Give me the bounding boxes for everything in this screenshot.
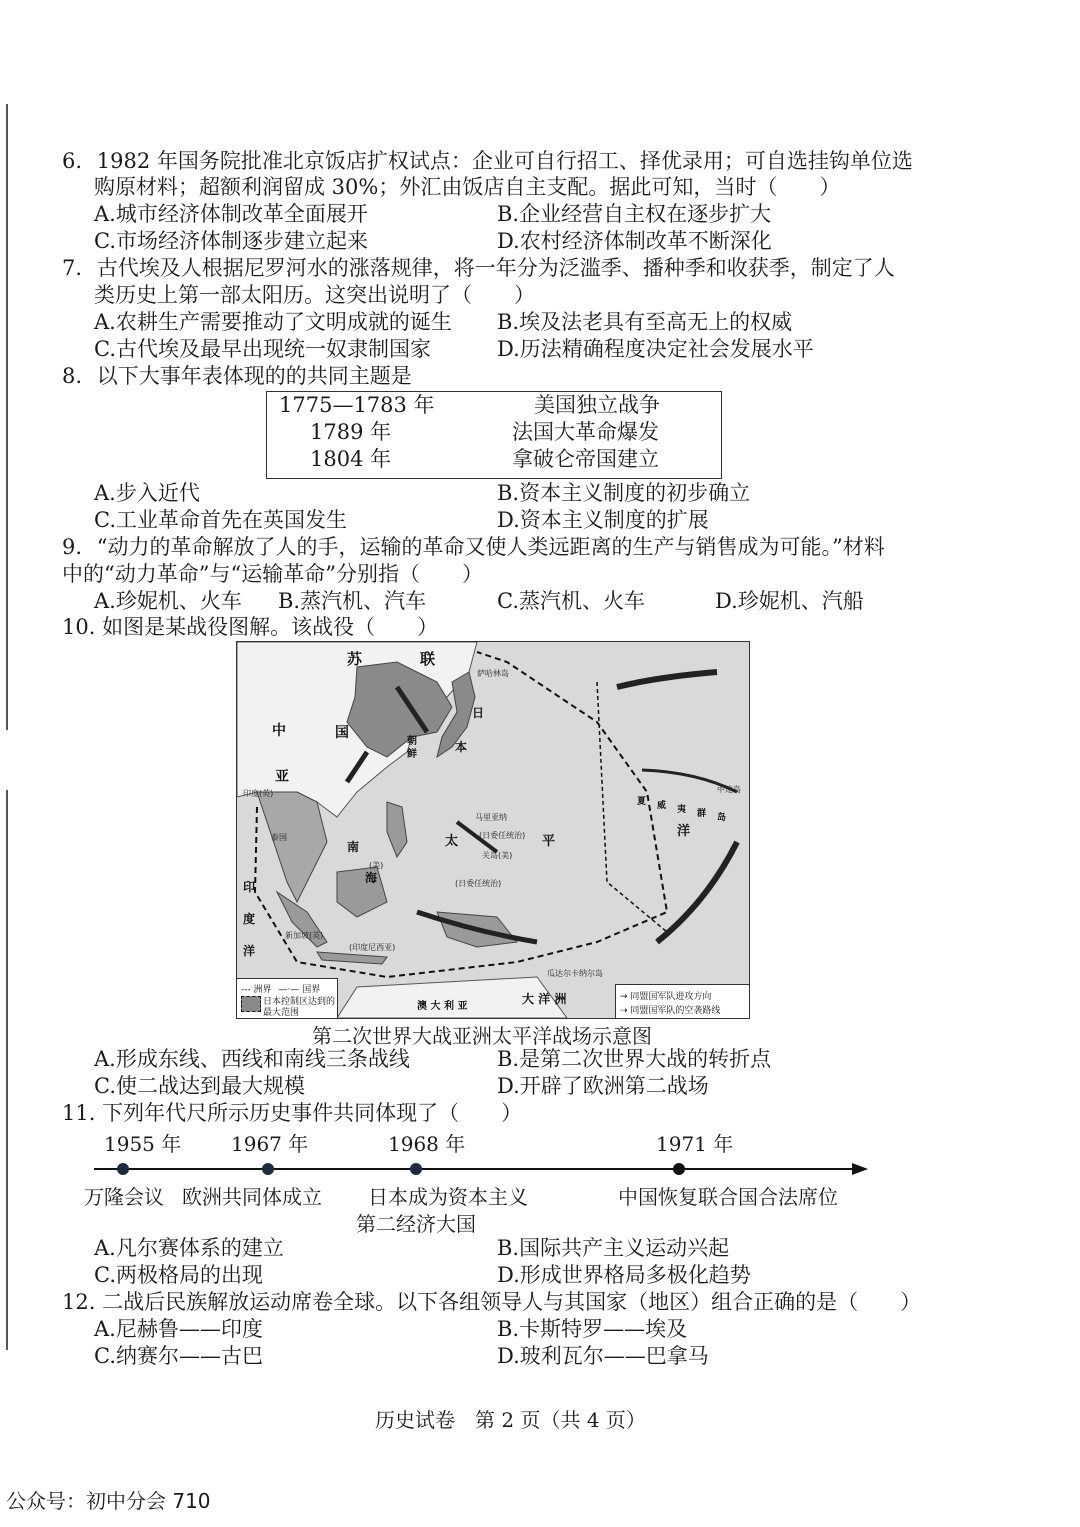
indochina [257, 792, 327, 902]
legend-arrow-icon: → [620, 992, 631, 1002]
arrow-pacific-south [657, 842, 737, 942]
q6-number: 6. [62, 149, 83, 173]
q8-option-b[interactable]: B.资本主义制度的初步确立 [497, 481, 751, 505]
map-label-ri: 日 [472, 706, 485, 720]
map-small-guandao: 关岛(美) [482, 851, 513, 860]
map-legend-right [615, 984, 750, 1019]
timeline-dot-1968 [410, 1163, 422, 1175]
q8-table-event-2: 法国大革命爆发 [512, 420, 659, 444]
map-label-yang2: 洋 [243, 944, 256, 958]
q8-table-event-1: 美国独立战争 [534, 393, 660, 417]
map-label-su: 苏 [347, 650, 363, 668]
timeline-year-1967: 1967 年 [231, 1132, 309, 1156]
legend-route-label: 同盟国军队的空袭路线 [630, 1006, 721, 1016]
timeline-axis [0, 1154, 1080, 1184]
legend-attack-label: 同盟国军队进攻方向 [630, 992, 712, 1002]
q11-option-d[interactable]: D.形成世界格局多极化趋势 [497, 1263, 751, 1287]
q9-option-a[interactable]: A.珍妮机、火车 [94, 589, 242, 613]
legend-line-icon-2: —·— [278, 985, 303, 995]
q8-option-a[interactable]: A.步入近代 [94, 481, 200, 505]
q6-option-a[interactable]: A.城市经济体制改革全面展开 [94, 202, 368, 226]
map-label-qun: 群 [697, 809, 707, 819]
q10-option-b[interactable]: B.是第二次世界大战的转折点 [497, 1047, 772, 1071]
q12-option-c[interactable]: C.纳赛尔——古巴 [94, 1344, 263, 1368]
map-label-hai: 海 [365, 871, 378, 885]
q6-option-b[interactable]: B.企业经营自主权在逐步扩大 [497, 202, 772, 226]
map-small-maliya: 马里亚纳 [475, 813, 507, 822]
q7-line2: 类历史上第一部太阳历。这突出说明了（ ） [94, 283, 535, 307]
q10-number: 10. [62, 615, 96, 639]
left-margin-rule-bottom [6, 790, 8, 1350]
q11-option-b[interactable]: B.国际共产主义运动兴起 [497, 1236, 730, 1260]
q9-number: 9. [62, 535, 83, 559]
timeline-year-1971: 1971 年 [656, 1132, 734, 1156]
q10-option-c[interactable]: C.使二战达到最大规模 [94, 1074, 305, 1098]
map-label-chao: 朝 [407, 736, 417, 747]
map-label-tai: 太 [445, 834, 459, 849]
map-small-yinni: (印度尼西亚) [349, 943, 396, 952]
q11-text-1: 下列年代尺所示历史事件共同体现了（ ） [102, 1101, 523, 1125]
q8-table-year-3: 1804 年 [310, 447, 392, 471]
q9-option-b[interactable]: B.蒸汽机、汽车 [278, 589, 427, 613]
q8-table-year-1: 1775—1783 年 [279, 393, 435, 417]
q7-text-1: 古代埃及人根据尼罗河水的涨落规律，将一年分为泛滥季、播种季和收获季，制定了人 [96, 256, 895, 280]
map-label-wei: 威 [657, 801, 667, 811]
legend-route [620, 1003, 720, 1016]
legend-border-state: 洲界 [253, 985, 272, 995]
timeline-event-ec: 欧洲共同体成立 [182, 1185, 322, 1209]
map-legend-left [237, 978, 338, 1019]
q12-option-d[interactable]: D.玻利瓦尔——巴拿马 [497, 1344, 709, 1368]
q10-text-1: 如图是某战役图解。该战役（ ） [102, 615, 439, 639]
map-small-zhongtu: 中途岛 [717, 785, 741, 794]
q9-line2: 中的“动力革命”与“运输革命”分别指（ ） [62, 562, 483, 586]
q8-option-c[interactable]: C.工业革命首先在英国发生 [94, 508, 347, 532]
q11-line1 [62, 1100, 522, 1127]
timeline-year-1968: 1968 年 [388, 1132, 466, 1156]
q7-option-d[interactable]: D.历法精确程度决定社会发展水平 [497, 337, 814, 361]
q6-text-1: 1982 年国务院批准北京饭店扩权试点：企业可自行招工、择优录用；可自选挂钩单位选 [96, 149, 913, 173]
map-label-dao: 岛 [717, 813, 727, 823]
page-footer: 历史试卷 第 2 页（共 4 页） [375, 1408, 646, 1432]
q11-option-a[interactable]: A.凡尔赛体系的建立 [94, 1236, 284, 1260]
q12-option-a[interactable]: A.尼赫鲁——印度 [94, 1317, 263, 1341]
philippines [387, 802, 407, 857]
q11-option-c[interactable]: C.两极格局的出现 [94, 1263, 263, 1287]
timeline-event-japan: 日本成为资本主义 [368, 1185, 528, 1209]
q6-option-d[interactable]: D.农村经济体制改革不断深化 [497, 229, 772, 253]
q8-line1 [62, 363, 412, 390]
legend-border-country: 国界 [302, 985, 321, 995]
legend-japan-control-2: 最大范围 [263, 1008, 300, 1018]
q8-table-event-3: 拿破仑帝国建立 [512, 447, 659, 471]
timeline-dot-1967 [262, 1163, 274, 1175]
q7-number: 7. [62, 256, 83, 280]
q10-option-d[interactable]: D.开辟了欧洲第二战场 [497, 1074, 709, 1098]
map-small-yinzhong: 印度(英) [243, 789, 274, 798]
timeline-event-un: 中国恢复联合国合法席位 [618, 1185, 838, 1209]
ww2-pacific-map [236, 641, 750, 1019]
map-small-taiguo: 泰国 [271, 833, 287, 842]
map-label-yin: 印 [243, 880, 256, 894]
q12-number: 12. [62, 1290, 96, 1314]
map-small-xinjiapo: 新加坡(英) [285, 931, 324, 940]
timeline-event-japan-2: 第二经济大国 [356, 1212, 476, 1236]
q12-text-1: 二战后民族解放运动席卷全球。以下各组领导人与其国家（地区）组合正确的是（ ） [102, 1290, 922, 1314]
q7-option-b[interactable]: B.埃及法老具有至高无上的权威 [497, 310, 793, 334]
legend-attack [620, 989, 711, 1002]
map-label-nan: 南 [347, 840, 360, 854]
q9-option-d[interactable]: D.珍妮机、汽船 [715, 589, 864, 613]
q12-line1 [62, 1289, 921, 1316]
watermark: 公众号：初中分会 710 [6, 1489, 211, 1513]
q10-line1 [62, 614, 438, 641]
timeline-dot-1955 [117, 1163, 129, 1175]
q9-line1 [62, 534, 885, 561]
q7-option-a[interactable]: A.农耕生产需要推动了文明成就的诞生 [94, 310, 452, 334]
timeline-dot-1971 [673, 1163, 685, 1175]
map-label-du: 度 [243, 912, 256, 926]
q7-option-c[interactable]: C.古代埃及最早出现统一奴隶制国家 [94, 337, 431, 361]
timeline-year-1955: 1955 年 [104, 1132, 182, 1156]
timeline-event-bandung: 万隆会议 [84, 1185, 164, 1209]
map-small-sakhalin: 萨哈林岛 [477, 669, 509, 678]
q8-number: 8. [62, 364, 83, 388]
map-label-xia: 夏 [637, 797, 647, 807]
left-margin-rule-top [6, 104, 8, 730]
borneo [337, 867, 387, 917]
legend-line-icon: --- [241, 985, 254, 995]
map-label-xian: 鲜 [407, 749, 417, 760]
map-label-yi: 夷 [677, 805, 687, 815]
q9-text-1: “动力的革命解放了人的手，运输的革命又使人类远距离的生产与销售成为可能。”材料 [96, 535, 885, 559]
timeline-arrowhead [852, 1163, 868, 1175]
java [317, 952, 387, 964]
legend-dashed-icon: ⇢ [620, 1006, 631, 1016]
arrow-pacific-north [617, 672, 717, 687]
q8-chronology-table [266, 391, 722, 479]
q12-option-b[interactable]: B.卡斯特罗——埃及 [497, 1317, 688, 1341]
map-label-ya: 亚 [275, 769, 289, 785]
q8-text-1: 以下大事年表体现的的共同主题是 [96, 364, 412, 388]
q11-number: 11. [62, 1101, 96, 1125]
map-label-zhong: 中 [272, 723, 286, 739]
legend-japan-control: 日本控制区达到的 [263, 997, 336, 1007]
q6-line2: 购原材料；超额利润留成 30%；外汇由饭店自主支配。据此可知，当时（ ） [94, 175, 841, 199]
map-label-dayangzhou: 大 洋 洲 [522, 992, 567, 1006]
map-caption: 第二次世界大战亚洲太平洋战场示意图 [312, 1024, 652, 1048]
q7-line1 [62, 255, 895, 282]
map-small-kaluolin: (日委任统治) [455, 879, 502, 888]
map-label-aodaliya: 澳 大 利 亚 [417, 1001, 468, 1012]
map-small-siluo: (日委任统治) [479, 831, 526, 840]
q6-option-c[interactable]: C.市场经济体制逐步建立起来 [94, 229, 368, 253]
map-label-lian: 联 [420, 650, 436, 668]
legend-japan-swatch [241, 996, 261, 1012]
map-label-ping: 平 [542, 834, 556, 849]
q9-option-c[interactable]: C.蒸汽机、火车 [497, 589, 645, 613]
q8-table-year-2: 1789 年 [310, 420, 392, 444]
map-label-guo: 国 [335, 725, 349, 741]
q10-option-a[interactable]: A.形成东线、西线和南线三条战线 [94, 1047, 410, 1071]
q6-line1 [62, 148, 913, 175]
map-small-suoluomen: 瓜达尔卡纳尔岛 [547, 969, 603, 978]
map-small-feilvbin: (美) [369, 861, 384, 870]
q8-option-d[interactable]: D.资本主义制度的扩展 [497, 508, 709, 532]
map-label-yang: 洋 [677, 824, 691, 839]
map-label-ben: 本 [455, 740, 468, 754]
